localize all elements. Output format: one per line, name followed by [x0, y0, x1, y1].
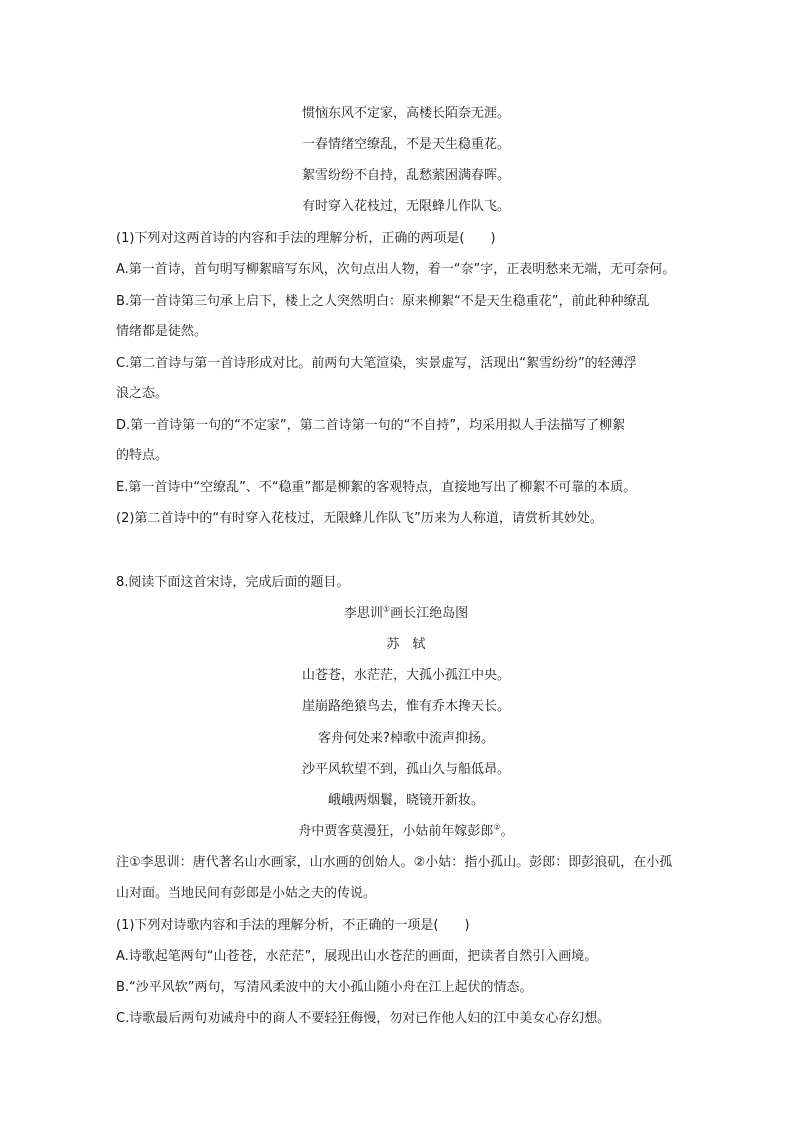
poem1-line-4: 有时穿入花枝过，无限蜂儿作队飞。 — [301, 199, 510, 214]
q8-title-part-b: 画长江绝岛图 — [390, 606, 469, 621]
q7-option-b-line2: 情绪都是徒然。 — [116, 324, 208, 339]
q7-option-c-line1: C.第二首诗与第一首诗形成对比。前两句大笔渲染，实景虚写，活现出“絮雪纷纷”的轻薄浮 — [116, 356, 637, 371]
q8-option-a: A.诗歌起笔两句“山苍苍，水茫茫”，展现出山水苍茫的画面，把读者自然引入画境。 — [116, 949, 598, 964]
q8-poem-line-3: 客舟何处来?棹歌中流声抑扬。 — [318, 731, 494, 746]
q8-option-c: C.诗歌最后两句劝诫舟中的商人不要轻狂侮慢，勿对已作他人妇的江中美女心存幻想。 — [116, 1011, 611, 1026]
q8-poem-title — [116, 606, 696, 622]
q8-option-b: B.“沙平风软”两句，写清风柔波中的大小孤山随小舟在江上起伏的情态。 — [116, 980, 533, 995]
poem1-line-3: 絮雪纷纷不自持，乱愁萦困满春晖。 — [301, 168, 510, 183]
q8-poem-line-5: 峨峨两烟鬟，晓镜开新妆。 — [327, 793, 484, 808]
q8-poem-author: 苏 轼 — [386, 637, 426, 652]
poem1-line-1: 惯恼东风不定家，高楼长陌奈无涯。 — [301, 106, 510, 121]
q8-poem-line-2: 崖崩路绝猿鸟去，惟有乔木搀天长。 — [301, 699, 510, 714]
q8-sub1: (1)下列对诗歌内容和手法的理解分析，不正确的一项是( ) — [116, 918, 470, 933]
q8-note-line2: 山对面。当地民间有彭郎是小姑之夫的传说。 — [116, 886, 377, 901]
q8-title-note-mark: ① — [382, 604, 391, 614]
q8-last-note-mark: ② — [493, 822, 501, 832]
q7-option-b-line1: B.第一首诗第三句承上启下，楼上之人突然明白：原来柳絮“不是天生稳重花”，前此种种缭乱 — [116, 294, 650, 309]
q7-option-d-line1: D.第一首诗第一句的“不定家”，第二首诗第一句的“不自持”，均采用拟人手法描写了柳絮 — [116, 418, 626, 433]
q8-last-line-part-a: 舟中贾客莫漫狂，小姑前年嫁彭郎 — [298, 824, 494, 839]
q8-poem-line-4: 沙平风软望不到，孤山久与船低昂。 — [301, 762, 510, 777]
q8-title-part-a: 李思训 — [343, 606, 383, 621]
q8-last-line-part-b: 。 — [500, 824, 514, 839]
q8-note-line1: 注①李思训：唐代著名山水画家，山水画的创始人。②小姑：指小孤山。彭郎：即彭浪矶，在小孤 — [116, 855, 673, 870]
q7-sub2: (2)第二首诗中的“有时穿入花枝过，无限蜂儿作队飞”历来为人称道，请赏析其妙处。 — [116, 511, 603, 526]
poem1-line-2: 一春情绪空缭乱，不是天生稳重花。 — [301, 137, 510, 152]
q8-poem-line-1: 山苍苍，水茫茫，大孤小孤江中央。 — [301, 668, 510, 683]
q7-sub1: (1)下列对这两首诗的内容和手法的理解分析，正确的两项是( ) — [116, 231, 496, 246]
q8-intro: 8.阅读下面这首宋诗，完成后面的题目。 — [116, 575, 350, 590]
q7-option-a: A.第一首诗，首句明写柳絮暗写东风，次句点出人物，着一“奈”字，正表明愁来无端，无可奈何。 — [116, 262, 676, 277]
q7-option-e: E.第一首诗中“空缭乱”、不“稳重”都是柳絮的客观特点，直接地写出了柳絮不可靠的本质。 — [116, 480, 637, 495]
q8-poem-line-6 — [116, 824, 696, 840]
q7-option-c-line2: 浪之态。 — [116, 386, 169, 401]
q7-option-d-line2: 的特点。 — [116, 448, 169, 463]
